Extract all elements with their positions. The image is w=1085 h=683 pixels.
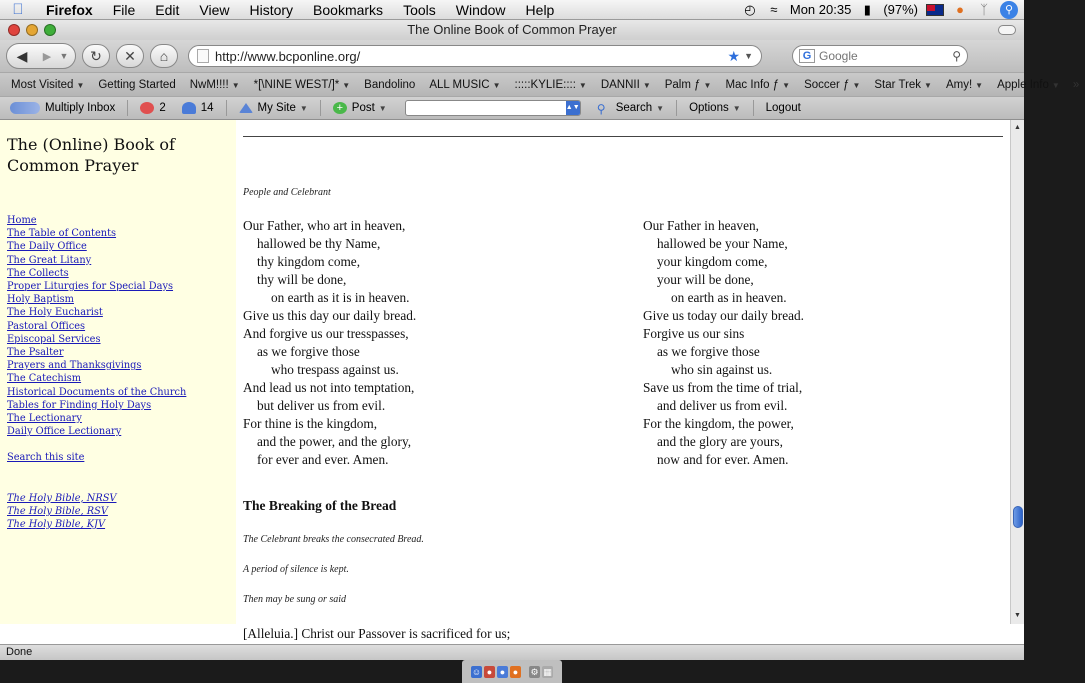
prayer-line: Our Father in heaven, — [643, 218, 759, 233]
status-text: Done — [6, 646, 33, 658]
fraction-anthem-line: [Alleluia.] Christ our Passover is sacrificed for us; — [243, 626, 511, 641]
sidebar-link-historical-documents[interactable]: Historical Documents of the Church — [7, 386, 187, 398]
input-source-flag-icon[interactable] — [926, 4, 944, 16]
bookmark-nine-west[interactable]: *[\NINE WEST/]* ▼ — [253, 78, 351, 91]
bookmark-apple-info[interactable]: Apple Info ▼ — [997, 78, 1060, 91]
section-heading-breaking-bread: The Breaking of the Bread — [243, 498, 397, 513]
spotlight-search-icon[interactable]: ⚲ — [1000, 1, 1018, 19]
prayer-line: now and for ever. Amen. — [657, 452, 789, 467]
bookmark-palm[interactable]: Palm ƒ ▼ — [664, 78, 712, 91]
browser-window — [0, 20, 1080, 660]
minimize-window-button[interactable] — [26, 24, 38, 36]
battery-icon[interactable]: ▮ — [863, 1, 871, 17]
menu-file[interactable]: File — [112, 1, 136, 18]
sidebar-link-bible-nrsv[interactable]: The Holy Bible, NRSV — [7, 492, 117, 504]
search-magnifier-icon[interactable]: ⚲ — [952, 49, 961, 63]
prayer-line: and deliver us from evil. — [657, 398, 788, 413]
prayer-line: Give us today our daily bread. — [643, 308, 804, 323]
dock — [0, 660, 1024, 683]
firefox-tray-icon[interactable]: ● — [956, 1, 964, 17]
prayer-line: who trespass against us. — [271, 362, 399, 377]
sidebar-link-daily-office-lectionary[interactable]: Daily Office Lectionary — [7, 426, 122, 438]
url-text[interactable]: http://www.bcponline.org/ — [215, 48, 361, 64]
bookmark-bandolino[interactable]: Bandolino — [364, 78, 416, 91]
applications-dock-icon[interactable]: ⚙ — [530, 666, 539, 677]
status-bar — [0, 644, 1024, 660]
history-dropdown-icon[interactable]: ▼ — [59, 51, 69, 61]
prayer-line: thy will be done, — [257, 272, 347, 287]
app-dock-icon[interactable]: ● — [484, 666, 495, 678]
forward-button[interactable]: ▶ — [42, 50, 52, 63]
sidebar-link-bible-kjv[interactable]: The Holy Bible, KJV — [7, 519, 106, 531]
prayer-line: And forgive us our tresspasses, — [243, 326, 409, 341]
zoom-window-button[interactable] — [44, 24, 56, 36]
window-title: The Online Book of Common Prayer — [407, 22, 617, 37]
bookmark-star-trek[interactable]: Star Trek ▼ — [874, 78, 932, 91]
sidebar-link-home[interactable]: Home — [7, 215, 37, 226]
sidebar-link-prayers-thanksgivings[interactable]: Prayers and Thanksgivings — [7, 360, 142, 372]
page-content — [0, 120, 1024, 641]
close-window-button[interactable] — [8, 24, 20, 36]
prayer-line: as we forgive those — [657, 344, 760, 359]
sidebar-link-psalter[interactable]: The Psalter — [7, 347, 64, 359]
bookmark-kylie[interactable]: :::::KYLIE:::: ▼ — [514, 78, 587, 91]
prayer-line: on earth as in heaven. — [671, 290, 787, 305]
menu-bookmarks[interactable]: Bookmarks — [313, 1, 384, 18]
toolbar-separator — [320, 100, 321, 116]
menu-tools[interactable]: Tools — [403, 1, 436, 18]
sidebar-link-holy-eucharist[interactable]: The Holy Eucharist — [7, 307, 103, 319]
url-dropdown-icon[interactable]: ▼ — [744, 51, 753, 61]
bookmark-all-music[interactable]: ALL MUSIC ▼ — [429, 78, 501, 91]
app-dock-icon[interactable]: ● — [497, 666, 508, 678]
toolbar-search-button[interactable]: ⚲ Search ▼ — [596, 102, 665, 116]
search-input[interactable] — [819, 49, 952, 63]
vertical-scrollbar[interactable] — [1010, 120, 1024, 624]
prayer-line: Our Father, who art in heaven, — [243, 218, 406, 233]
rubric-sung-or-said: Then may be sung or said — [243, 594, 347, 605]
site-title: The (Online) Book of Common Prayer — [7, 135, 175, 175]
prayer-line: thy kingdom come, — [257, 254, 361, 269]
bookmark-star-icon[interactable]: ★ — [727, 47, 741, 64]
prayer-line: Save us from the time of trial, — [643, 380, 803, 395]
menu-bar — [0, 0, 1024, 20]
search-engine-icon[interactable]: G — [799, 49, 815, 63]
page-icon — [197, 49, 209, 63]
main-content — [236, 120, 1010, 641]
my-site-button[interactable]: My Site ▼ — [233, 102, 314, 114]
sidebar-link-collects[interactable]: The Collects — [7, 267, 69, 279]
bluetooth-icon[interactable]: ᛉ — [980, 1, 988, 17]
lords-prayer-traditional — [243, 217, 416, 469]
clock[interactable]: Mon 20:35 — [789, 2, 852, 17]
sidebar-link-lectionary[interactable]: The Lectionary — [7, 413, 82, 425]
bookmark-amy[interactable]: Amy! ▼ — [945, 78, 984, 91]
post-button[interactable]: + Post ▼ — [327, 102, 393, 114]
scrollbar-thumb[interactable] — [1013, 506, 1023, 528]
multiply-logo-icon — [10, 102, 40, 114]
bookmark-soccer[interactable]: Soccer ƒ ▼ — [804, 78, 861, 91]
url-bar[interactable] — [188, 45, 762, 67]
rubric-silence: A period of silence is kept. — [243, 564, 349, 575]
timemachine-icon[interactable]: ◴ — [744, 1, 756, 17]
battery-percent: (97%) — [883, 2, 918, 17]
home-button[interactable]: ⌂ — [150, 44, 178, 68]
sidebar-link-holy-days-tables[interactable]: Tables for Finding Holy Days — [7, 399, 152, 411]
bookmark-mac-info[interactable]: Mac Info ƒ ▼ — [725, 78, 791, 91]
prayer-line: And lead us not into temptation, — [243, 380, 415, 395]
apple-menu-icon[interactable] — [0, 1, 36, 18]
prayer-line: who sin against us. — [671, 362, 773, 377]
toolbar-search-select[interactable] — [405, 100, 581, 116]
prayer-line: as we forgive those — [257, 344, 360, 359]
sidebar-link-great-litany[interactable]: The Great Litany — [7, 254, 92, 266]
prayer-line: but deliver us from evil. — [257, 398, 386, 413]
messages-button[interactable]: 2 — [134, 102, 171, 114]
scroll-down-icon[interactable]: ▼ — [1014, 612, 1021, 619]
bookmark-most-visited[interactable]: Most Visited ▼ — [11, 78, 85, 91]
prayer-line: hallowed be your Name, — [657, 236, 788, 251]
sidebar-link-proper-liturgies[interactable]: Proper Liturgies for Special Days — [7, 281, 174, 293]
reload-button[interactable]: ↻ — [82, 44, 110, 68]
sidebar — [0, 120, 236, 624]
back-forward-group — [6, 43, 76, 69]
prayer-line: your kingdom come, — [657, 254, 768, 269]
spacer — [7, 438, 229, 451]
prayer-line: Give us this day our daily bread. — [243, 308, 417, 323]
sidebar-link-episcopal-services[interactable]: Episcopal Services — [7, 333, 101, 345]
lords-prayer-contemporary — [643, 217, 804, 469]
horizontal-rule — [243, 136, 1003, 137]
sidebar-link-table-of-contents[interactable]: The Table of Contents — [7, 228, 117, 240]
bookmarks-toolbar — [0, 72, 1080, 96]
sidebar-link-daily-office[interactable]: The Daily Office — [7, 241, 87, 253]
navigation-toolbar — [0, 40, 1024, 72]
trash-dock-icon[interactable]: ▦ — [543, 666, 552, 677]
select-arrows-icon: ▲▼ — [566, 101, 580, 115]
rubric-celebrant-breaks: The Celebrant breaks the consecrated Bread. — [243, 534, 424, 545]
menu-help[interactable]: Help — [525, 1, 555, 18]
toolbar-separator — [753, 100, 754, 116]
bookmark-nwm[interactable]: NwM!!!! ▼ — [189, 78, 240, 91]
prayer-line: Forgive us our sins — [643, 326, 745, 341]
menu-window[interactable]: Window — [455, 1, 506, 18]
sidebar-link-catechism[interactable]: The Catechism — [7, 373, 82, 385]
prayer-line: For the kingdom, the power, — [643, 416, 794, 431]
message-bubble-icon — [140, 102, 154, 114]
rubric-people-celebrant: People and Celebrant — [243, 187, 331, 198]
options-button[interactable]: Options ▼ — [689, 102, 741, 114]
prayer-line: on earth as it is in heaven. — [271, 290, 410, 305]
person-icon — [182, 102, 196, 114]
bookmarks-overflow-icon[interactable]: » — [1072, 78, 1080, 91]
bookmark-getting-started[interactable]: Getting Started — [98, 78, 176, 91]
prayer-line: and the power, and the glory, — [257, 434, 412, 449]
plus-icon: + — [333, 102, 347, 114]
toolbar-separator — [226, 100, 227, 116]
multiply-inbox-button[interactable]: Multiply Inbox — [4, 102, 121, 114]
house-icon — [239, 103, 253, 113]
multiply-toolbar — [0, 96, 1024, 120]
spacer — [7, 465, 229, 492]
sidebar-link-holy-baptism[interactable]: Holy Baptism — [7, 294, 74, 306]
toolbar-separator — [676, 100, 677, 116]
sidebar-link-search[interactable]: Search this site — [7, 452, 85, 464]
wifi-icon[interactable]: ≈ — [770, 1, 778, 17]
prayer-line: for ever and ever. Amen. — [257, 452, 389, 467]
bookmark-dannii[interactable]: DANNII ▼ — [600, 78, 651, 91]
magnifier-icon: ⚲ — [596, 102, 606, 116]
back-button[interactable]: ◀ — [16, 48, 28, 64]
scroll-up-icon[interactable]: ▲ — [1014, 124, 1021, 131]
search-bar[interactable] — [792, 45, 968, 67]
sidebar-link-pastoral-offices[interactable]: Pastoral Offices — [7, 320, 86, 332]
logout-button[interactable]: Logout — [765, 102, 801, 114]
toolbar-separator — [127, 100, 128, 116]
prayer-line: hallowed be thy Name, — [257, 236, 381, 251]
sidebar-link-bible-rsv[interactable]: The Holy Bible, RSV — [7, 505, 108, 517]
prayer-line: your will be done, — [657, 272, 754, 287]
menu-view[interactable]: View — [199, 1, 230, 18]
menu-history[interactable]: History — [249, 1, 294, 18]
stop-button[interactable]: ✕ — [116, 44, 144, 68]
firefox-dock-icon[interactable]: ● — [510, 666, 521, 678]
finder-dock-icon[interactable]: ☺ — [471, 666, 482, 677]
toolbar-toggle-button[interactable] — [998, 25, 1016, 35]
title-bar — [0, 20, 1024, 40]
prayer-line: For thine is the kingdom, — [243, 416, 378, 431]
contacts-button[interactable]: 14 — [176, 102, 220, 114]
menu-app-name[interactable]: Firefox — [46, 1, 93, 18]
prayer-line: and the glory are yours, — [657, 434, 783, 449]
menu-edit[interactable]: Edit — [155, 1, 180, 18]
dock-strip — [462, 660, 562, 683]
